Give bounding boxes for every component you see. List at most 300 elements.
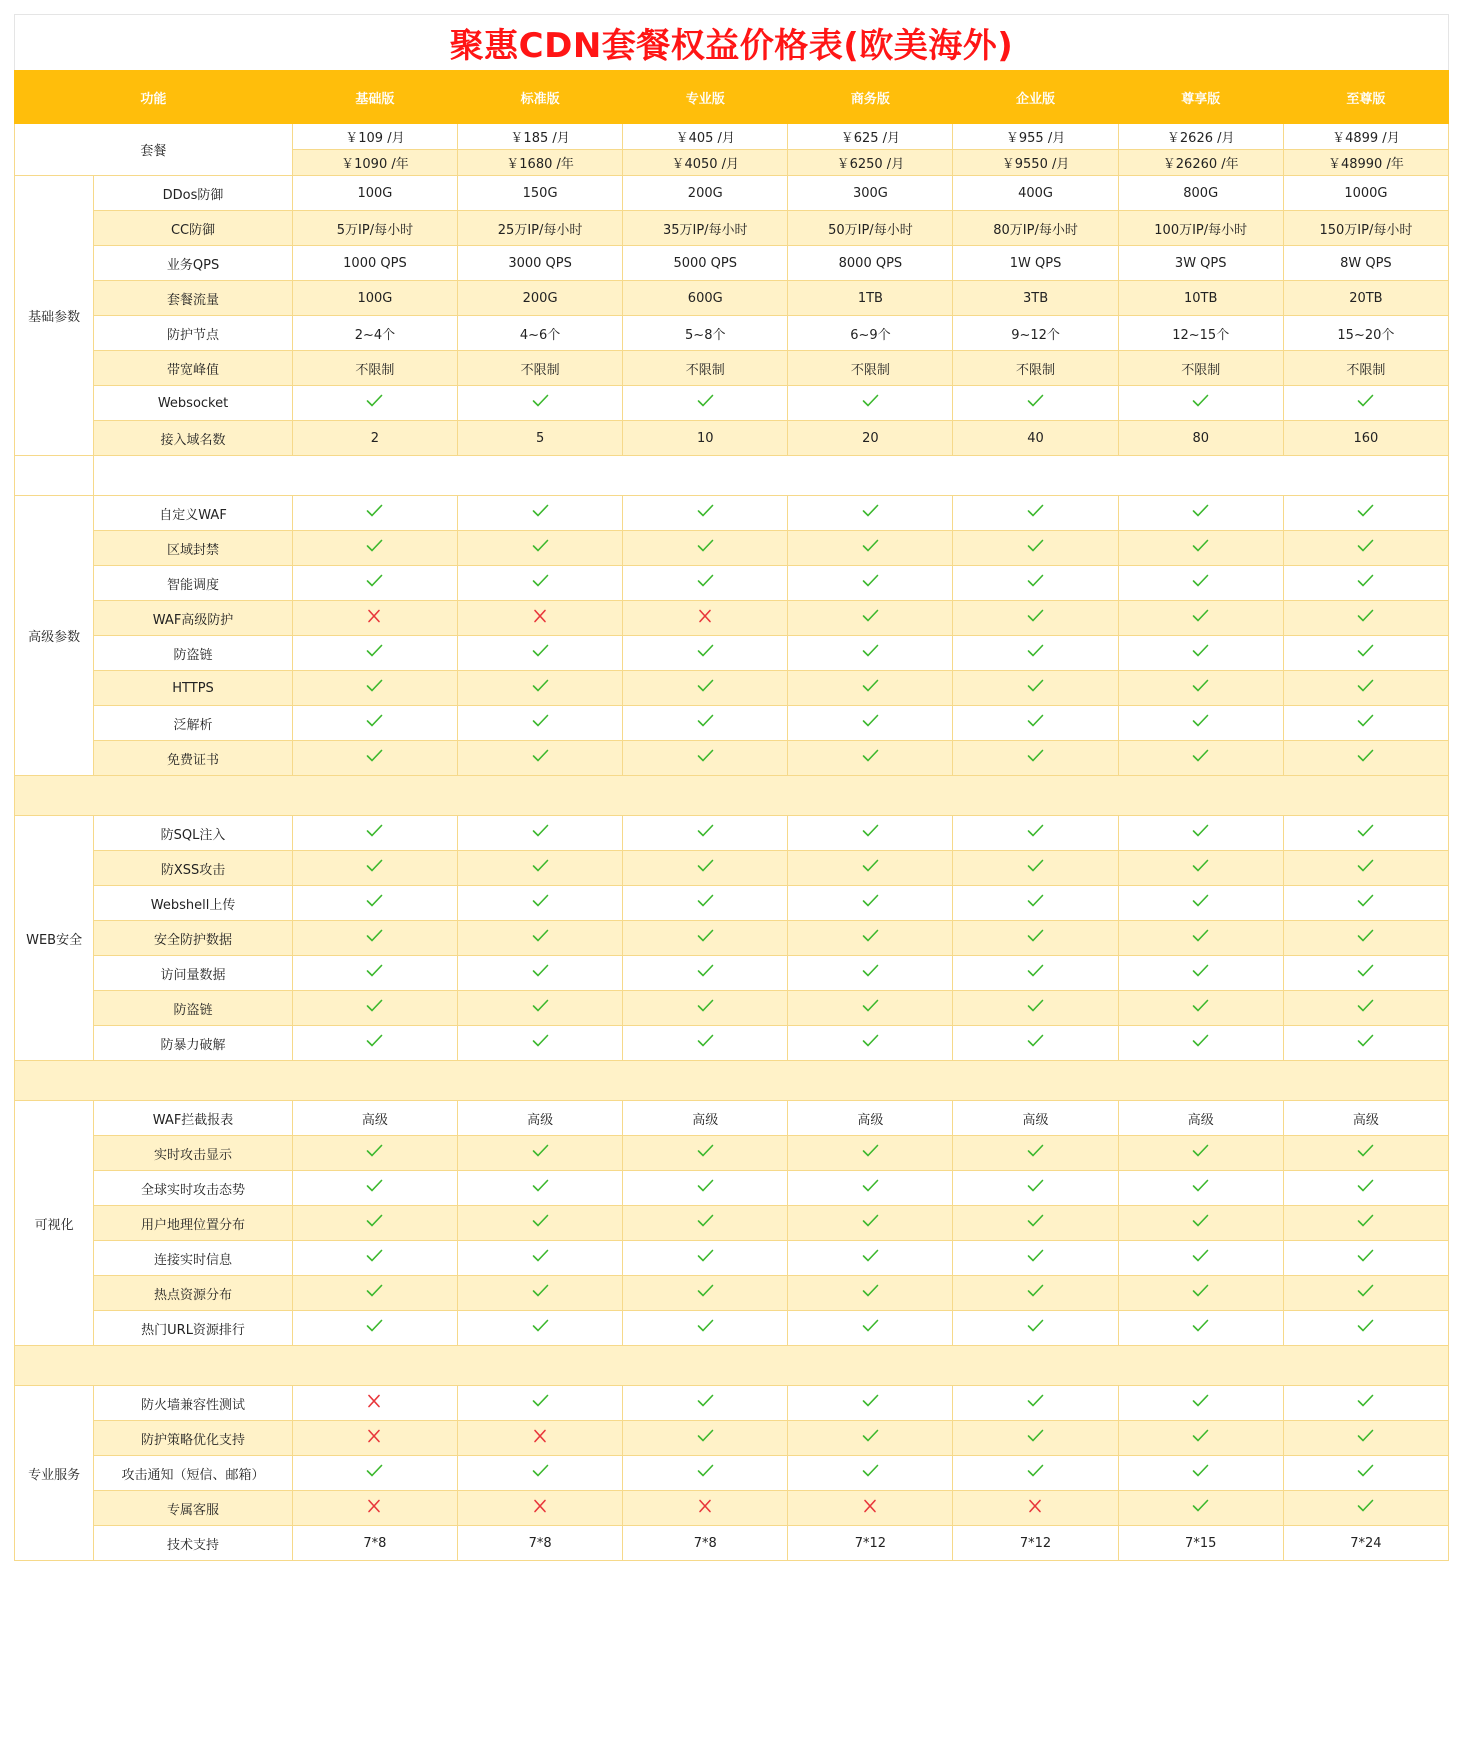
check-icon [1027, 1394, 1044, 1408]
check-icon [697, 824, 714, 838]
cross-icon [366, 609, 383, 623]
feature-value: 不限制 [1283, 351, 1448, 386]
feature-row [15, 1241, 1449, 1276]
feature-value: 10TB [1118, 281, 1283, 316]
feature-value: 1000G [1283, 176, 1448, 211]
feature-mark [1118, 741, 1283, 776]
check-icon [697, 714, 714, 728]
feature-mark [1283, 1311, 1448, 1346]
feature-value: 5万IP/每小时 [292, 211, 457, 246]
feature-label: 用户地理位置分布 [94, 1206, 293, 1241]
feature-mark [1118, 566, 1283, 601]
feature-mark [458, 1171, 623, 1206]
feature-mark [788, 991, 953, 1026]
feature-mark [953, 496, 1118, 531]
feature-row [15, 1311, 1449, 1346]
check-icon [1192, 1214, 1209, 1228]
feature-mark [1283, 816, 1448, 851]
check-icon [1357, 1214, 1374, 1228]
feature-mark [788, 851, 953, 886]
spacer-cell [15, 1061, 1449, 1101]
feature-value: 7*24 [1283, 1526, 1448, 1561]
feature-mark [458, 1276, 623, 1311]
feature-row [15, 496, 1449, 531]
check-icon [1357, 1284, 1374, 1298]
feature-mark [788, 886, 953, 921]
feature-mark [1283, 1171, 1448, 1206]
feature-row [15, 921, 1449, 956]
feature-label: 区域封禁 [94, 531, 293, 566]
feature-mark [788, 956, 953, 991]
feature-value: 400G [953, 176, 1118, 211]
feature-mark [623, 601, 788, 636]
feature-mark [458, 531, 623, 566]
check-icon [366, 1284, 383, 1298]
feature-row [15, 1491, 1449, 1526]
feature-mark [1283, 921, 1448, 956]
feature-mark [458, 1026, 623, 1061]
feature-mark [1283, 531, 1448, 566]
check-icon [366, 1034, 383, 1048]
feature-mark [1118, 1491, 1283, 1526]
check-icon [366, 1144, 383, 1158]
feature-mark [458, 956, 623, 991]
check-icon [1357, 859, 1374, 873]
feature-row [15, 1386, 1449, 1421]
feature-value: 不限制 [292, 351, 457, 386]
check-icon [1192, 1319, 1209, 1333]
feature-mark [1118, 921, 1283, 956]
feature-value: 7*8 [292, 1526, 457, 1561]
check-icon [1027, 859, 1044, 873]
check-icon [697, 894, 714, 908]
feature-label: 智能调度 [94, 566, 293, 601]
feature-mark [292, 1421, 457, 1456]
check-icon [1357, 1249, 1374, 1263]
check-icon [1192, 749, 1209, 763]
feature-value: 80 [1118, 421, 1283, 456]
check-icon [862, 824, 879, 838]
feature-mark [1118, 1386, 1283, 1421]
feature-value: 6~9个 [788, 316, 953, 351]
feature-mark [788, 1491, 953, 1526]
price-row-1 [15, 124, 1449, 150]
feature-row [15, 1526, 1449, 1561]
check-icon [1027, 1284, 1044, 1298]
feature-mark [458, 706, 623, 741]
feature-mark [623, 1136, 788, 1171]
feature-mark [788, 1276, 953, 1311]
plan-header: 至尊版 [1283, 71, 1448, 124]
check-icon [1027, 574, 1044, 588]
price-cell: ￥185 /月 [458, 124, 623, 150]
check-icon [366, 859, 383, 873]
category-label: 可视化 [15, 1101, 94, 1346]
check-icon [1027, 644, 1044, 658]
cross-icon [1027, 1499, 1044, 1513]
feature-mark [623, 816, 788, 851]
feature-mark [953, 1311, 1118, 1346]
feature-label: 防暴力破解 [94, 1026, 293, 1061]
price-cell: ￥1090 /年 [292, 150, 457, 176]
feature-row [15, 1136, 1449, 1171]
check-icon [1192, 1394, 1209, 1408]
check-icon [1192, 894, 1209, 908]
check-icon [1027, 714, 1044, 728]
feature-header: 功能 [15, 71, 293, 124]
feature-value: 50万IP/每小时 [788, 211, 953, 246]
check-icon [532, 749, 549, 763]
feature-mark [1118, 531, 1283, 566]
feature-mark [953, 741, 1118, 776]
feature-mark [788, 741, 953, 776]
price-cell: ￥48990 /年 [1283, 150, 1448, 176]
cross-icon [697, 1499, 714, 1513]
check-icon [1027, 539, 1044, 553]
check-icon [366, 824, 383, 838]
feature-mark [788, 1206, 953, 1241]
check-icon [862, 1394, 879, 1408]
feature-label: 访问量数据 [94, 956, 293, 991]
check-icon [532, 714, 549, 728]
feature-mark [1283, 1026, 1448, 1061]
pricing-table [14, 70, 1449, 1561]
feature-mark [953, 1206, 1118, 1241]
plan-header: 基础版 [292, 71, 457, 124]
feature-mark [458, 1456, 623, 1491]
feature-mark [292, 1491, 457, 1526]
feature-mark [458, 921, 623, 956]
feature-value: 8000 QPS [788, 246, 953, 281]
feature-value: 5~8个 [623, 316, 788, 351]
feature-label: 攻击通知（短信、邮箱） [94, 1456, 293, 1491]
feature-label: 安全防护数据 [94, 921, 293, 956]
feature-value: 80万IP/每小时 [953, 211, 1118, 246]
feature-label: 技术支持 [94, 1526, 293, 1561]
check-icon [862, 1319, 879, 1333]
feature-mark [1118, 1241, 1283, 1276]
check-icon [532, 574, 549, 588]
feature-mark [1118, 1276, 1283, 1311]
feature-value: 不限制 [623, 351, 788, 386]
page-title: 聚惠CDN套餐权益价格表(欧美海外) [14, 14, 1449, 70]
feature-label: 热点资源分布 [94, 1276, 293, 1311]
check-icon [1357, 394, 1374, 408]
check-icon [697, 574, 714, 588]
check-icon [697, 1214, 714, 1228]
feature-mark [292, 1276, 457, 1311]
check-icon [1357, 1319, 1374, 1333]
check-icon [532, 1144, 549, 1158]
header-row [15, 71, 1449, 124]
feature-row [15, 851, 1449, 886]
feature-mark [292, 386, 457, 421]
check-icon [862, 1034, 879, 1048]
feature-mark [788, 1386, 953, 1421]
feature-value: 4~6个 [458, 316, 623, 351]
feature-value: 100G [292, 281, 457, 316]
feature-mark [458, 991, 623, 1026]
feature-value: 1TB [788, 281, 953, 316]
feature-value: 9~12个 [953, 316, 1118, 351]
feature-mark [292, 1136, 457, 1171]
feature-mark [953, 956, 1118, 991]
check-icon [697, 1319, 714, 1333]
feature-value: 5 [458, 421, 623, 456]
feature-mark [1118, 851, 1283, 886]
feature-mark [623, 1386, 788, 1421]
check-icon [1357, 749, 1374, 763]
check-icon [1357, 1179, 1374, 1193]
price-cell: ￥405 /月 [623, 124, 788, 150]
feature-mark [292, 1386, 457, 1421]
feature-mark [623, 636, 788, 671]
check-icon [532, 1034, 549, 1048]
feature-value: 不限制 [1118, 351, 1283, 386]
feature-mark [623, 956, 788, 991]
check-icon [862, 1214, 879, 1228]
feature-row [15, 991, 1449, 1026]
feature-mark [458, 816, 623, 851]
feature-mark [1118, 706, 1283, 741]
feature-label: 业务QPS [94, 246, 293, 281]
feature-mark [1118, 1206, 1283, 1241]
feature-mark [788, 816, 953, 851]
feature-mark [1283, 496, 1448, 531]
plan-header: 标准版 [458, 71, 623, 124]
feature-mark [788, 1171, 953, 1206]
feature-value: 1W QPS [953, 246, 1118, 281]
feature-mark [1283, 1491, 1448, 1526]
feature-value: 100G [292, 176, 457, 211]
feature-mark [953, 1241, 1118, 1276]
check-icon [1192, 714, 1209, 728]
feature-mark [1283, 851, 1448, 886]
feature-mark [1283, 956, 1448, 991]
check-icon [1192, 1429, 1209, 1443]
feature-mark [788, 531, 953, 566]
check-icon [862, 894, 879, 908]
check-icon [1027, 1429, 1044, 1443]
feature-value: 高级 [953, 1101, 1118, 1136]
spacer-cell [15, 1346, 1449, 1386]
feature-value: 2 [292, 421, 457, 456]
check-icon [1192, 574, 1209, 588]
feature-mark [788, 1311, 953, 1346]
feature-mark [953, 816, 1118, 851]
feature-mark [623, 496, 788, 531]
feature-value: 高级 [292, 1101, 457, 1136]
feature-value: 15~20个 [1283, 316, 1448, 351]
check-icon [862, 999, 879, 1013]
feature-value: 7*12 [788, 1526, 953, 1561]
feature-value: 高级 [1118, 1101, 1283, 1136]
check-icon [1027, 1034, 1044, 1048]
check-icon [862, 1284, 879, 1298]
check-icon [862, 714, 879, 728]
check-icon [1027, 929, 1044, 943]
feature-mark [292, 1206, 457, 1241]
section-spacer [15, 776, 1449, 816]
feature-mark [1118, 386, 1283, 421]
check-icon [532, 824, 549, 838]
feature-mark [953, 531, 1118, 566]
check-icon [862, 964, 879, 978]
feature-mark [953, 921, 1118, 956]
feature-label: HTTPS [94, 671, 293, 706]
feature-label: 带宽峰值 [94, 351, 293, 386]
check-icon [1357, 1464, 1374, 1478]
check-icon [697, 1144, 714, 1158]
check-icon [1027, 1179, 1044, 1193]
feature-label: 防护节点 [94, 316, 293, 351]
feature-mark [458, 566, 623, 601]
feature-row [15, 176, 1449, 211]
check-icon [1192, 929, 1209, 943]
check-icon [366, 964, 383, 978]
price-cell: ￥6250 /月 [788, 150, 953, 176]
feature-row [15, 1171, 1449, 1206]
check-icon [366, 714, 383, 728]
feature-mark [623, 851, 788, 886]
check-icon [1357, 1394, 1374, 1408]
feature-label: 套餐流量 [94, 281, 293, 316]
feature-mark [953, 566, 1118, 601]
price-cell: ￥1680 /年 [458, 150, 623, 176]
feature-mark [1283, 566, 1448, 601]
feature-mark [458, 1386, 623, 1421]
check-icon [1357, 1034, 1374, 1048]
feature-mark [953, 1386, 1118, 1421]
price-cell: ￥26260 /年 [1118, 150, 1283, 176]
feature-mark [458, 1136, 623, 1171]
feature-mark [953, 1276, 1118, 1311]
check-icon [697, 1464, 714, 1478]
check-icon [862, 539, 879, 553]
feature-mark [1283, 386, 1448, 421]
check-icon [697, 999, 714, 1013]
feature-mark [623, 1276, 788, 1311]
feature-mark [788, 636, 953, 671]
feature-value: 800G [1118, 176, 1283, 211]
feature-row [15, 421, 1449, 456]
check-icon [532, 1464, 549, 1478]
feature-mark [953, 886, 1118, 921]
feature-label: Webshell上传 [94, 886, 293, 921]
feature-value: 12~15个 [1118, 316, 1283, 351]
check-icon [366, 929, 383, 943]
check-icon [862, 1144, 879, 1158]
feature-value: 20 [788, 421, 953, 456]
feature-value: 100万IP/每小时 [1118, 211, 1283, 246]
feature-mark [623, 741, 788, 776]
check-icon [1357, 964, 1374, 978]
feature-row [15, 1101, 1449, 1136]
check-icon [697, 539, 714, 553]
feature-mark [458, 671, 623, 706]
feature-mark [1118, 601, 1283, 636]
feature-mark [292, 741, 457, 776]
feature-mark [953, 671, 1118, 706]
check-icon [532, 1284, 549, 1298]
feature-mark [623, 1206, 788, 1241]
check-icon [862, 1249, 879, 1263]
feature-mark [788, 601, 953, 636]
feature-label: 连接实时信息 [94, 1241, 293, 1276]
feature-mark [292, 956, 457, 991]
check-icon [862, 1179, 879, 1193]
check-icon [532, 1249, 549, 1263]
check-icon [1192, 859, 1209, 873]
check-icon [1357, 714, 1374, 728]
feature-mark [788, 566, 953, 601]
check-icon [1357, 999, 1374, 1013]
feature-row [15, 816, 1449, 851]
feature-label: DDos防御 [94, 176, 293, 211]
feature-mark [623, 1171, 788, 1206]
feature-label: 专属客服 [94, 1491, 293, 1526]
check-icon [1357, 679, 1374, 693]
feature-value: 160 [1283, 421, 1448, 456]
check-icon [366, 504, 383, 518]
check-icon [366, 1214, 383, 1228]
check-icon [1192, 644, 1209, 658]
feature-mark [788, 1241, 953, 1276]
feature-mark [292, 816, 457, 851]
check-icon [366, 574, 383, 588]
check-icon [366, 679, 383, 693]
feature-mark [292, 671, 457, 706]
check-icon [1357, 539, 1374, 553]
feature-mark [953, 991, 1118, 1026]
feature-mark [788, 1136, 953, 1171]
check-icon [862, 679, 879, 693]
feature-mark [788, 1421, 953, 1456]
feature-mark [292, 1456, 457, 1491]
check-icon [1357, 609, 1374, 623]
feature-row [15, 281, 1449, 316]
feature-mark [292, 601, 457, 636]
cross-icon [532, 1499, 549, 1513]
feature-label: CC防御 [94, 211, 293, 246]
check-icon [366, 644, 383, 658]
check-icon [862, 609, 879, 623]
check-icon [1192, 1179, 1209, 1193]
feature-value: 不限制 [788, 351, 953, 386]
check-icon [532, 999, 549, 1013]
feature-mark [1118, 886, 1283, 921]
feature-row [15, 1456, 1449, 1491]
feature-mark [1283, 1241, 1448, 1276]
feature-row [15, 316, 1449, 351]
check-icon [1027, 964, 1044, 978]
spacer-cell [94, 456, 1449, 496]
feature-mark [458, 601, 623, 636]
feature-mark [953, 851, 1118, 886]
check-icon [697, 859, 714, 873]
feature-value: 3TB [953, 281, 1118, 316]
feature-mark [953, 601, 1118, 636]
feature-value: 600G [623, 281, 788, 316]
price-cell: ￥109 /月 [292, 124, 457, 150]
feature-mark [953, 1171, 1118, 1206]
check-icon [1027, 1214, 1044, 1228]
feature-mark [623, 531, 788, 566]
check-icon [532, 1214, 549, 1228]
check-icon [1192, 394, 1209, 408]
feature-mark [1118, 1026, 1283, 1061]
feature-label: 防XSS攻击 [94, 851, 293, 886]
